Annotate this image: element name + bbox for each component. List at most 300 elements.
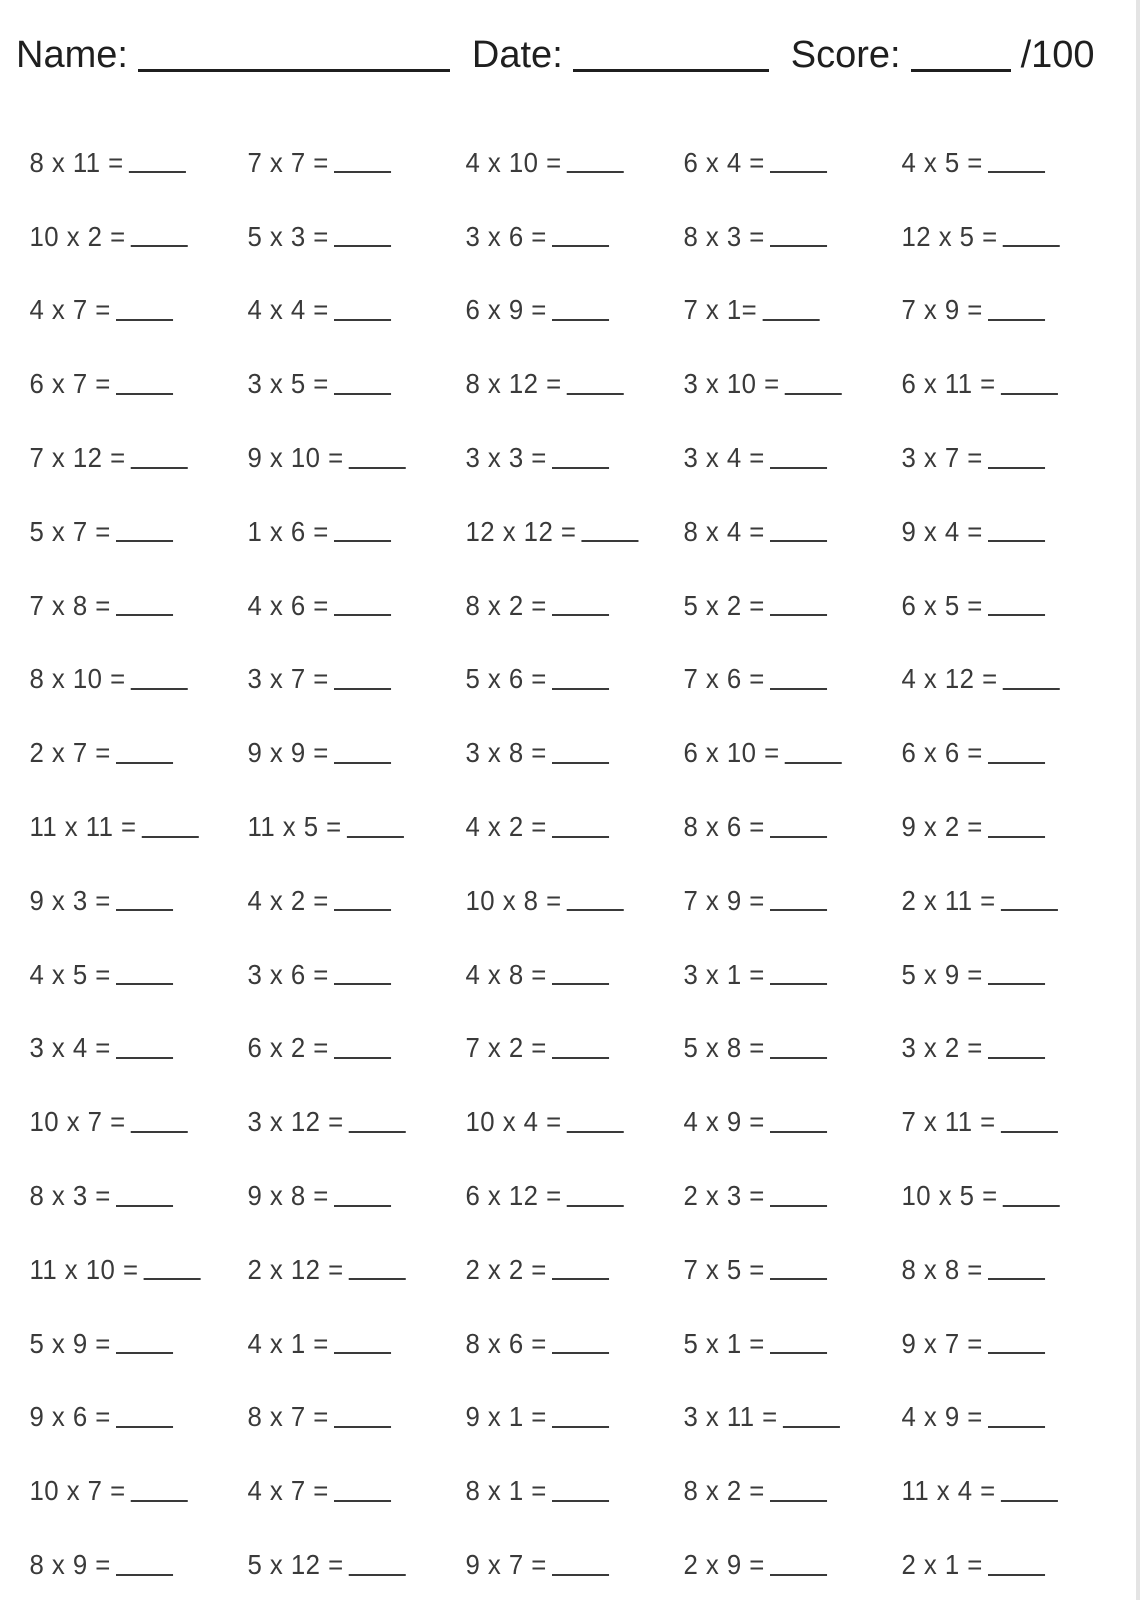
multiplication-problem bbox=[896, 1233, 1097, 1307]
answer-blank bbox=[552, 318, 609, 321]
answer-blank bbox=[334, 244, 391, 247]
answer-blank bbox=[116, 613, 173, 616]
problem-expression: 9 x 8 = bbox=[247, 1180, 329, 1212]
answer-blank bbox=[347, 835, 404, 838]
answer-blank bbox=[116, 1056, 173, 1059]
problem-expression: 3 x 10 = bbox=[683, 368, 780, 400]
answer-blank bbox=[334, 613, 391, 616]
multiplication-problem bbox=[24, 347, 225, 421]
problem-expression: 8 x 7 = bbox=[247, 1401, 329, 1433]
problem-expression: 6 x 5 = bbox=[901, 589, 983, 621]
answer-blank bbox=[552, 761, 609, 764]
problem-expression: 10 x 2 = bbox=[29, 220, 126, 252]
multiplication-problem bbox=[460, 1085, 661, 1159]
answer-blank bbox=[770, 1056, 827, 1059]
problem-expression: 9 x 10 = bbox=[247, 442, 344, 474]
problem-expression: 12 x 12 = bbox=[465, 515, 577, 547]
problem-expression: 4 x 2 = bbox=[465, 811, 547, 843]
multiplication-problem bbox=[678, 1528, 879, 1602]
multiplication-problem bbox=[460, 421, 661, 495]
problem-expression: 2 x 9 = bbox=[683, 1549, 765, 1581]
answer-blank bbox=[988, 539, 1045, 542]
multiplication-problem bbox=[460, 274, 661, 348]
problem-expression: 3 x 4 = bbox=[29, 1032, 111, 1064]
answer-blank bbox=[783, 1425, 840, 1428]
answer-blank bbox=[552, 982, 609, 985]
multiplication-problem bbox=[678, 864, 879, 938]
answer-blank bbox=[131, 1130, 188, 1133]
score-total: /100 bbox=[1020, 34, 1095, 76]
answer-blank bbox=[1001, 1130, 1058, 1133]
problem-expression: 4 x 7 = bbox=[247, 1475, 329, 1507]
answer-blank bbox=[770, 908, 827, 911]
answer-blank bbox=[552, 613, 609, 616]
answer-blank bbox=[770, 687, 827, 690]
problem-expression: 5 x 1 = bbox=[683, 1327, 765, 1359]
answer-blank bbox=[552, 244, 609, 247]
answer-blank bbox=[770, 613, 827, 616]
problem-expression: 3 x 6 = bbox=[465, 220, 547, 252]
score-label: Score: bbox=[790, 34, 901, 76]
problem-expression: 8 x 6 = bbox=[683, 811, 765, 843]
problem-expression: 5 x 7 = bbox=[29, 515, 111, 547]
date-label: Date: bbox=[471, 34, 563, 76]
multiplication-problem bbox=[896, 274, 1097, 348]
answer-blank bbox=[131, 244, 188, 247]
problem-expression: 4 x 12 = bbox=[901, 663, 998, 695]
answer-blank bbox=[988, 1056, 1045, 1059]
multiplication-problem bbox=[24, 1159, 225, 1233]
answer-blank bbox=[349, 466, 406, 469]
answer-blank bbox=[552, 687, 609, 690]
problem-expression: 1 x 6 = bbox=[247, 515, 329, 547]
answer-blank bbox=[770, 1351, 827, 1354]
multiplication-problem bbox=[896, 200, 1097, 274]
multiplication-problem bbox=[24, 1528, 225, 1602]
answer-blank bbox=[770, 1204, 827, 1207]
multiplication-problem bbox=[896, 643, 1097, 717]
problem-expression: 6 x 6 = bbox=[901, 737, 983, 769]
problem-expression: 8 x 3 = bbox=[29, 1180, 111, 1212]
problem-expression: 2 x 7 = bbox=[29, 737, 111, 769]
problem-expression: 9 x 2 = bbox=[901, 811, 983, 843]
problem-expression: 8 x 10 = bbox=[29, 663, 126, 695]
multiplication-problem bbox=[24, 495, 225, 569]
multiplication-problem bbox=[242, 716, 443, 790]
problem-expression: 5 x 3 = bbox=[247, 220, 329, 252]
answer-blank bbox=[552, 1499, 609, 1502]
problem-expression: 2 x 3 = bbox=[683, 1180, 765, 1212]
problem-expression: 5 x 6 = bbox=[465, 663, 547, 695]
answer-blank bbox=[770, 835, 827, 838]
answer-blank bbox=[129, 170, 186, 173]
answer-blank bbox=[785, 761, 842, 764]
worksheet-header bbox=[16, 18, 1116, 74]
problem-expression: 3 x 5 = bbox=[247, 368, 329, 400]
problem-expression: 9 x 6 = bbox=[29, 1401, 111, 1433]
problem-expression: 9 x 7 = bbox=[901, 1327, 983, 1359]
problem-expression: 6 x 9 = bbox=[465, 294, 547, 326]
answer-blank bbox=[770, 539, 827, 542]
answer-blank bbox=[785, 392, 842, 395]
problem-expression: 7 x 8 = bbox=[29, 589, 111, 621]
answer-blank bbox=[1001, 908, 1058, 911]
multiplication-problem bbox=[24, 126, 225, 200]
name-blank bbox=[138, 68, 450, 72]
answer-blank bbox=[988, 318, 1045, 321]
multiplication-problem bbox=[242, 347, 443, 421]
multiplication-problem bbox=[242, 938, 443, 1012]
problem-expression: 4 x 1 = bbox=[247, 1327, 329, 1359]
problem-expression: 5 x 8 = bbox=[683, 1032, 765, 1064]
multiplication-problem bbox=[678, 1085, 879, 1159]
problem-expression: 4 x 5 = bbox=[29, 958, 111, 990]
answer-blank bbox=[334, 1351, 391, 1354]
answer-blank bbox=[1003, 1204, 1060, 1207]
multiplication-problem bbox=[24, 864, 225, 938]
answer-blank bbox=[116, 318, 173, 321]
problem-expression: 5 x 12 = bbox=[247, 1549, 344, 1581]
multiplication-problem bbox=[896, 347, 1097, 421]
multiplication-problem bbox=[896, 938, 1097, 1012]
multiplication-problem bbox=[460, 1233, 661, 1307]
multiplication-problem bbox=[896, 1159, 1097, 1233]
answer-blank bbox=[763, 318, 820, 321]
name-label: Name: bbox=[16, 34, 128, 76]
multiplication-problem bbox=[24, 1085, 225, 1159]
problem-expression: 7 x 7 = bbox=[247, 146, 329, 178]
multiplication-problem bbox=[460, 200, 661, 274]
multiplication-problem bbox=[896, 1307, 1097, 1381]
answer-blank bbox=[567, 170, 624, 173]
problem-expression: 6 x 2 = bbox=[247, 1032, 329, 1064]
multiplication-problem bbox=[24, 274, 225, 348]
score-blank bbox=[911, 68, 1011, 72]
multiplication-problem bbox=[24, 1381, 225, 1455]
answer-blank bbox=[334, 1056, 391, 1059]
problem-expression: 8 x 11 = bbox=[29, 146, 124, 178]
answer-blank bbox=[988, 982, 1045, 985]
answer-blank bbox=[1001, 392, 1058, 395]
multiplication-problem bbox=[460, 347, 661, 421]
answer-blank bbox=[116, 1351, 173, 1354]
answer-blank bbox=[988, 613, 1045, 616]
answer-blank bbox=[567, 908, 624, 911]
problem-expression: 7 x 2 = bbox=[465, 1032, 547, 1064]
problem-expression: 4 x 6 = bbox=[247, 589, 329, 621]
answer-blank bbox=[1003, 244, 1060, 247]
multiplication-problem bbox=[242, 200, 443, 274]
multiplication-problem bbox=[460, 1381, 661, 1455]
problem-expression: 8 x 2 = bbox=[683, 1475, 765, 1507]
problem-expression: 5 x 2 = bbox=[683, 589, 765, 621]
multiplication-problem bbox=[242, 1454, 443, 1528]
problem-expression: 6 x 10 = bbox=[683, 737, 780, 769]
multiplication-problem bbox=[242, 421, 443, 495]
answer-blank bbox=[1001, 1499, 1058, 1502]
problem-expression: 3 x 12 = bbox=[247, 1106, 344, 1138]
problem-expression: 2 x 2 = bbox=[465, 1253, 547, 1285]
problem-expression: 11 x 11 = bbox=[29, 811, 137, 843]
multiplication-problem bbox=[24, 1233, 225, 1307]
answer-blank bbox=[131, 687, 188, 690]
multiplication-problem bbox=[242, 495, 443, 569]
problem-expression: 3 x 4 = bbox=[683, 442, 765, 474]
multiplication-problem bbox=[460, 1012, 661, 1086]
answer-blank bbox=[770, 466, 827, 469]
multiplication-problem bbox=[678, 200, 879, 274]
multiplication-problem bbox=[242, 1381, 443, 1455]
multiplication-problem bbox=[24, 1454, 225, 1528]
multiplication-problem bbox=[678, 790, 879, 864]
problem-expression: 6 x 12 = bbox=[465, 1180, 562, 1212]
answer-blank bbox=[552, 1425, 609, 1428]
problem-expression: 3 x 7 = bbox=[901, 442, 983, 474]
problem-expression: 3 x 3 = bbox=[465, 442, 547, 474]
problem-expression: 8 x 6 = bbox=[465, 1327, 547, 1359]
multiplication-problem bbox=[678, 347, 879, 421]
answer-blank bbox=[131, 466, 188, 469]
multiplication-problem bbox=[24, 938, 225, 1012]
multiplication-problem bbox=[896, 864, 1097, 938]
multiplication-problem bbox=[896, 1528, 1097, 1602]
problem-expression: 8 x 12 = bbox=[465, 368, 562, 400]
answer-blank bbox=[1003, 687, 1060, 690]
answer-blank bbox=[552, 466, 609, 469]
answer-blank bbox=[567, 1204, 624, 1207]
answer-blank bbox=[988, 1425, 1045, 1428]
problem-expression: 9 x 1 = bbox=[465, 1401, 547, 1433]
multiplication-problem bbox=[242, 1528, 443, 1602]
problem-expression: 3 x 11 = bbox=[683, 1401, 778, 1433]
multiplication-problem bbox=[678, 274, 879, 348]
problem-expression: 5 x 9 = bbox=[29, 1327, 111, 1359]
answer-blank bbox=[334, 908, 391, 911]
multiplication-problem bbox=[678, 938, 879, 1012]
answer-blank bbox=[116, 1425, 173, 1428]
answer-blank bbox=[334, 539, 391, 542]
problem-expression: 10 x 7 = bbox=[29, 1475, 126, 1507]
answer-blank bbox=[334, 1425, 391, 1428]
answer-blank bbox=[116, 1204, 173, 1207]
problem-expression: 3 x 6 = bbox=[247, 958, 329, 990]
problem-expression: 3 x 2 = bbox=[901, 1032, 983, 1064]
answer-blank bbox=[144, 1277, 201, 1280]
answer-blank bbox=[770, 1499, 827, 1502]
problem-expression: 6 x 11 = bbox=[901, 368, 996, 400]
answer-blank bbox=[334, 392, 391, 395]
problem-expression: 4 x 9 = bbox=[901, 1401, 983, 1433]
answer-blank bbox=[334, 761, 391, 764]
multiplication-problem bbox=[896, 1454, 1097, 1528]
problem-expression: 8 x 8 = bbox=[901, 1253, 983, 1285]
multiplication-problem bbox=[242, 1307, 443, 1381]
problem-expression: 7 x 1= bbox=[683, 294, 758, 326]
problem-expression: 7 x 11 = bbox=[901, 1106, 996, 1138]
problem-expression: 9 x 7 = bbox=[465, 1549, 547, 1581]
problem-expression: 11 x 10 = bbox=[29, 1253, 139, 1285]
answer-blank bbox=[770, 982, 827, 985]
problem-expression: 4 x 8 = bbox=[465, 958, 547, 990]
answer-blank bbox=[770, 170, 827, 173]
answer-blank bbox=[334, 1499, 391, 1502]
date-blank bbox=[573, 68, 769, 72]
multiplication-problem bbox=[24, 421, 225, 495]
answer-blank bbox=[131, 1499, 188, 1502]
answer-blank bbox=[988, 466, 1045, 469]
problem-expression: 6 x 4 = bbox=[683, 146, 765, 178]
answer-blank bbox=[334, 1204, 391, 1207]
problem-expression: 11 x 4 = bbox=[901, 1475, 996, 1507]
answer-blank bbox=[988, 1573, 1045, 1576]
multiplication-problem bbox=[896, 1381, 1097, 1455]
answer-blank bbox=[552, 1056, 609, 1059]
multiplication-problem bbox=[460, 1159, 661, 1233]
problem-expression: 9 x 3 = bbox=[29, 884, 111, 916]
page-edge bbox=[1136, 0, 1140, 1600]
multiplication-problem bbox=[24, 569, 225, 643]
multiplication-problem bbox=[678, 1307, 879, 1381]
problem-expression: 10 x 5 = bbox=[901, 1180, 998, 1212]
answer-blank bbox=[552, 835, 609, 838]
problem-expression: 3 x 1 = bbox=[683, 958, 765, 990]
multiplication-problem bbox=[896, 126, 1097, 200]
problem-expression: 2 x 1 = bbox=[901, 1549, 983, 1581]
multiplication-problem bbox=[24, 1012, 225, 1086]
problem-expression: 8 x 3 = bbox=[683, 220, 765, 252]
problem-expression: 8 x 4 = bbox=[683, 515, 765, 547]
answer-blank bbox=[349, 1277, 406, 1280]
answer-blank bbox=[116, 908, 173, 911]
multiplication-problem bbox=[242, 569, 443, 643]
answer-blank bbox=[349, 1573, 406, 1576]
problem-expression: 4 x 2 = bbox=[247, 884, 329, 916]
answer-blank bbox=[988, 170, 1045, 173]
problem-expression: 3 x 8 = bbox=[465, 737, 547, 769]
multiplication-problem bbox=[242, 1085, 443, 1159]
problem-grid bbox=[24, 126, 1114, 1588]
multiplication-problem bbox=[460, 790, 661, 864]
problem-expression: 2 x 11 = bbox=[901, 884, 996, 916]
multiplication-problem bbox=[678, 643, 879, 717]
problem-expression: 8 x 2 = bbox=[465, 589, 547, 621]
problem-expression: 9 x 4 = bbox=[901, 515, 983, 547]
multiplication-problem bbox=[678, 716, 879, 790]
multiplication-problem bbox=[242, 643, 443, 717]
answer-blank bbox=[552, 1351, 609, 1354]
multiplication-problem bbox=[460, 716, 661, 790]
problem-expression: 5 x 9 = bbox=[901, 958, 983, 990]
problem-expression: 3 x 7 = bbox=[247, 663, 329, 695]
multiplication-problem bbox=[24, 716, 225, 790]
multiplication-problem bbox=[678, 1233, 879, 1307]
answer-blank bbox=[116, 539, 173, 542]
problem-expression: 4 x 7 = bbox=[29, 294, 111, 326]
multiplication-problem bbox=[460, 1454, 661, 1528]
multiplication-problem bbox=[678, 1454, 879, 1528]
problem-expression: 9 x 9 = bbox=[247, 737, 329, 769]
problem-expression: 12 x 5 = bbox=[901, 220, 998, 252]
answer-blank bbox=[349, 1130, 406, 1133]
multiplication-problem bbox=[242, 126, 443, 200]
problem-expression: 2 x 12 = bbox=[247, 1253, 344, 1285]
multiplication-problem bbox=[896, 1085, 1097, 1159]
answer-blank bbox=[552, 1573, 609, 1576]
answer-blank bbox=[116, 1573, 173, 1576]
answer-blank bbox=[116, 761, 173, 764]
multiplication-problem bbox=[460, 126, 661, 200]
multiplication-problem bbox=[460, 643, 661, 717]
multiplication-problem bbox=[678, 495, 879, 569]
multiplication-problem bbox=[896, 495, 1097, 569]
answer-blank bbox=[582, 539, 639, 542]
multiplication-problem bbox=[24, 200, 225, 274]
multiplication-problem bbox=[460, 569, 661, 643]
multiplication-problem bbox=[896, 421, 1097, 495]
multiplication-problem bbox=[24, 1307, 225, 1381]
multiplication-problem bbox=[242, 274, 443, 348]
answer-blank bbox=[567, 1130, 624, 1133]
answer-blank bbox=[116, 982, 173, 985]
answer-blank bbox=[567, 392, 624, 395]
multiplication-problem bbox=[242, 1233, 443, 1307]
answer-blank bbox=[334, 318, 391, 321]
answer-blank bbox=[988, 1277, 1045, 1280]
answer-blank bbox=[334, 982, 391, 985]
problem-expression: 8 x 9 = bbox=[29, 1549, 111, 1581]
problem-expression: 11 x 5 = bbox=[247, 811, 342, 843]
problem-expression: 7 x 12 = bbox=[29, 442, 126, 474]
answer-blank bbox=[770, 1130, 827, 1133]
multiplication-problem bbox=[24, 790, 225, 864]
problem-expression: 4 x 4 = bbox=[247, 294, 329, 326]
problem-expression: 7 x 9 = bbox=[901, 294, 983, 326]
answer-blank bbox=[770, 1573, 827, 1576]
multiplication-problem bbox=[896, 716, 1097, 790]
answer-blank bbox=[334, 687, 391, 690]
answer-blank bbox=[770, 1277, 827, 1280]
problem-expression: 4 x 9 = bbox=[683, 1106, 765, 1138]
answer-blank bbox=[116, 392, 173, 395]
answer-blank bbox=[142, 835, 199, 838]
multiplication-problem bbox=[896, 790, 1097, 864]
problem-expression: 10 x 8 = bbox=[465, 884, 562, 916]
multiplication-problem bbox=[242, 1012, 443, 1086]
multiplication-problem bbox=[678, 1159, 879, 1233]
multiplication-problem bbox=[460, 1528, 661, 1602]
multiplication-problem bbox=[460, 1307, 661, 1381]
multiplication-problem bbox=[460, 938, 661, 1012]
multiplication-problem bbox=[242, 790, 443, 864]
answer-blank bbox=[552, 1277, 609, 1280]
multiplication-problem bbox=[678, 569, 879, 643]
answer-blank bbox=[988, 761, 1045, 764]
problem-expression: 10 x 7 = bbox=[29, 1106, 126, 1138]
answer-blank bbox=[334, 170, 391, 173]
multiplication-problem bbox=[896, 569, 1097, 643]
multiplication-problem bbox=[678, 1381, 879, 1455]
problem-expression: 4 x 5 = bbox=[901, 146, 983, 178]
multiplication-problem bbox=[678, 421, 879, 495]
problem-expression: 8 x 1 = bbox=[465, 1475, 547, 1507]
problem-expression: 7 x 5 = bbox=[683, 1253, 765, 1285]
multiplication-problem bbox=[460, 864, 661, 938]
problem-expression: 7 x 6 = bbox=[683, 663, 765, 695]
multiplication-problem bbox=[678, 1012, 879, 1086]
multiplication-problem bbox=[896, 1012, 1097, 1086]
answer-blank bbox=[988, 1351, 1045, 1354]
multiplication-problem bbox=[242, 1159, 443, 1233]
